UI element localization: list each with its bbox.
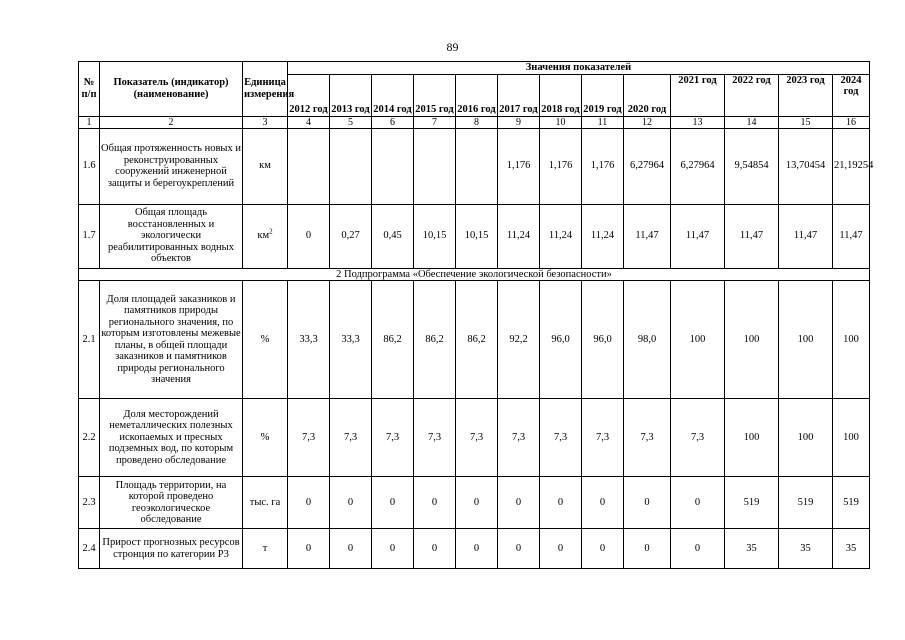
header-year: 2021 год [671, 74, 725, 116]
indicator-name: Доля месторождений неметаллических полезных ископаемых и пресных подземных вод, по которым проведено обследование [100, 399, 243, 477]
value-cell: 519 [779, 477, 833, 529]
value-cell [372, 128, 414, 204]
value-cell: 86,2 [372, 281, 414, 399]
value-cell: 0 [540, 529, 582, 569]
header-year: 2015 год [414, 74, 456, 116]
value-cell: 98,0 [624, 281, 671, 399]
value-cell: 0 [671, 477, 725, 529]
column-index: 16 [833, 116, 870, 128]
table-row [79, 477, 870, 529]
column-index: 12 [624, 116, 671, 128]
indicator-name: Прирост прогнозных ресурсов стронция по категории Р3 [100, 529, 243, 569]
value-cell: 0 [582, 529, 624, 569]
column-index: 13 [671, 116, 725, 128]
value-cell: 92,2 [498, 281, 540, 399]
value-cell [414, 128, 456, 204]
value-cell: 0 [330, 477, 372, 529]
table-row [79, 529, 870, 569]
value-cell: 7,3 [330, 399, 372, 477]
column-index: 7 [414, 116, 456, 128]
indicator-name: Общая протяженность новых и реконструированных сооружений инженерной защиты и берегоукреплений [100, 128, 243, 204]
value-cell: 9,54854 [725, 128, 779, 204]
value-cell: 33,3 [330, 281, 372, 399]
value-cell: 100 [725, 399, 779, 477]
page-number: 89 [446, 40, 459, 54]
value-cell: 35 [779, 529, 833, 569]
value-cell: 7,3 [414, 399, 456, 477]
value-cell: 86,2 [456, 281, 498, 399]
value-cell: 11,47 [671, 204, 725, 268]
value-cell: 0 [456, 529, 498, 569]
value-cell: 0 [624, 529, 671, 569]
value-cell: 100 [671, 281, 725, 399]
value-cell: 13,70454 [779, 128, 833, 204]
value-cell: 0 [540, 477, 582, 529]
value-cell: 519 [725, 477, 779, 529]
value-cell: 35 [833, 529, 870, 569]
table-row [79, 281, 870, 399]
value-cell: 10,15 [414, 204, 456, 268]
section-title: 2 Подпрограмма «Обеспечение экологической безопасности» [79, 268, 870, 281]
value-cell: 0 [330, 529, 372, 569]
unit-text: тыс. га [249, 496, 281, 508]
unit-cell [243, 529, 288, 569]
column-index: 10 [540, 116, 582, 128]
header-row-top [79, 62, 870, 75]
value-cell: 1,176 [540, 128, 582, 204]
value-cell: 11,47 [725, 204, 779, 268]
table-row [79, 399, 870, 477]
value-cell: 6,27964 [671, 128, 725, 204]
unit-cell [243, 204, 288, 268]
row-number: 2.3 [79, 477, 100, 529]
column-index: 4 [288, 116, 330, 128]
unit-cell [243, 477, 288, 529]
header-year: 2013 год [330, 74, 372, 116]
value-cell: 0 [582, 477, 624, 529]
value-cell: 0,27 [330, 204, 372, 268]
value-cell [288, 128, 330, 204]
row-number: 2.1 [79, 281, 100, 399]
indicator-name: Общая площадь восстановленных и экологически реабилитированных водных объектов [100, 204, 243, 268]
value-cell: 100 [833, 281, 870, 399]
value-cell: 0 [414, 529, 456, 569]
value-cell: 0 [288, 529, 330, 569]
column-index: 8 [456, 116, 498, 128]
unit-text: т [262, 542, 268, 554]
unit-text: км [257, 230, 270, 242]
row-number: 2.4 [79, 529, 100, 569]
header-unit: Единица измерения [243, 62, 288, 117]
value-cell: 11,47 [624, 204, 671, 268]
header-year: 2012 год [288, 74, 330, 116]
value-cell: 100 [833, 399, 870, 477]
unit-text: км [259, 160, 271, 172]
column-index: 2 [100, 116, 243, 128]
header-year: 2022 год [725, 74, 779, 116]
value-cell: 11,24 [498, 204, 540, 268]
value-cell: 11,24 [582, 204, 624, 268]
column-index: 3 [243, 116, 288, 128]
unit-cell [243, 281, 288, 399]
header-num: № п/п [79, 62, 100, 117]
value-cell: 7,3 [624, 399, 671, 477]
value-cell: 1,176 [582, 128, 624, 204]
column-index: 9 [498, 116, 540, 128]
value-cell: 11,24 [540, 204, 582, 268]
value-cell: 0 [288, 204, 330, 268]
value-cell: 0 [671, 529, 725, 569]
value-cell: 100 [725, 281, 779, 399]
column-index: 6 [372, 116, 414, 128]
column-index: 15 [779, 116, 833, 128]
value-cell: 100 [779, 399, 833, 477]
value-cell: 7,3 [540, 399, 582, 477]
value-cell: 7,3 [456, 399, 498, 477]
value-cell: 35 [725, 529, 779, 569]
indicator-name: Доля площадей заказников и памятников природы регионального значения, по которым изготовлены межевые планы, в общей площади заказников и памятников природы регионального значения [100, 281, 243, 399]
table-row [79, 128, 870, 204]
value-cell: 10,15 [456, 204, 498, 268]
row-number: 2.2 [79, 399, 100, 477]
unit-cell [243, 399, 288, 477]
value-cell: 0 [414, 477, 456, 529]
value-cell: 21,19254 [833, 128, 870, 204]
header-year: 2014 год [372, 74, 414, 116]
value-cell: 0 [498, 529, 540, 569]
indicator-name: Площадь территории, на которой проведено геоэкологическое обследование [100, 477, 243, 529]
value-cell [456, 128, 498, 204]
value-cell: 11,47 [779, 204, 833, 268]
column-index: 11 [582, 116, 624, 128]
value-cell: 0,45 [372, 204, 414, 268]
indicators-table [78, 61, 874, 569]
column-index: 14 [725, 116, 779, 128]
header-year: 2024 год [833, 74, 870, 116]
table-row [79, 204, 870, 268]
value-cell: 0 [456, 477, 498, 529]
value-cell: 0 [624, 477, 671, 529]
header-year: 2019 год [582, 74, 624, 116]
header-year: 2016 год [456, 74, 498, 116]
unit-cell [243, 128, 288, 204]
value-cell: 0 [288, 477, 330, 529]
header-year: 2018 год [540, 74, 582, 116]
value-cell: 7,3 [288, 399, 330, 477]
value-cell: 0 [372, 529, 414, 569]
value-cell: 0 [498, 477, 540, 529]
column-index-row [79, 116, 870, 128]
value-cell: 1,176 [498, 128, 540, 204]
unit-superscript: 2 [269, 227, 273, 236]
header-year: 2017 год [498, 74, 540, 116]
value-cell [330, 128, 372, 204]
value-cell: 86,2 [414, 281, 456, 399]
header-values-group: Значения показателей [288, 62, 870, 75]
value-cell: 7,3 [498, 399, 540, 477]
value-cell: 6,27964 [624, 128, 671, 204]
value-cell: 100 [779, 281, 833, 399]
unit-text: % [260, 431, 270, 443]
value-cell: 96,0 [540, 281, 582, 399]
value-cell: 33,3 [288, 281, 330, 399]
header-year: 2023 год [779, 74, 833, 116]
header-year: 2020 год [624, 74, 671, 116]
section-row [79, 268, 870, 281]
value-cell: 7,3 [582, 399, 624, 477]
value-cell: 0 [372, 477, 414, 529]
value-cell: 11,47 [833, 204, 870, 268]
column-index: 5 [330, 116, 372, 128]
header-indicator: Показатель (индикатор) (наименование) [100, 62, 243, 117]
unit-text: % [260, 333, 270, 345]
value-cell: 519 [833, 477, 870, 529]
row-number: 1.7 [79, 204, 100, 268]
value-cell: 96,0 [582, 281, 624, 399]
value-cell: 7,3 [671, 399, 725, 477]
row-number: 1.6 [79, 128, 100, 204]
value-cell: 7,3 [372, 399, 414, 477]
column-index: 1 [79, 116, 100, 128]
